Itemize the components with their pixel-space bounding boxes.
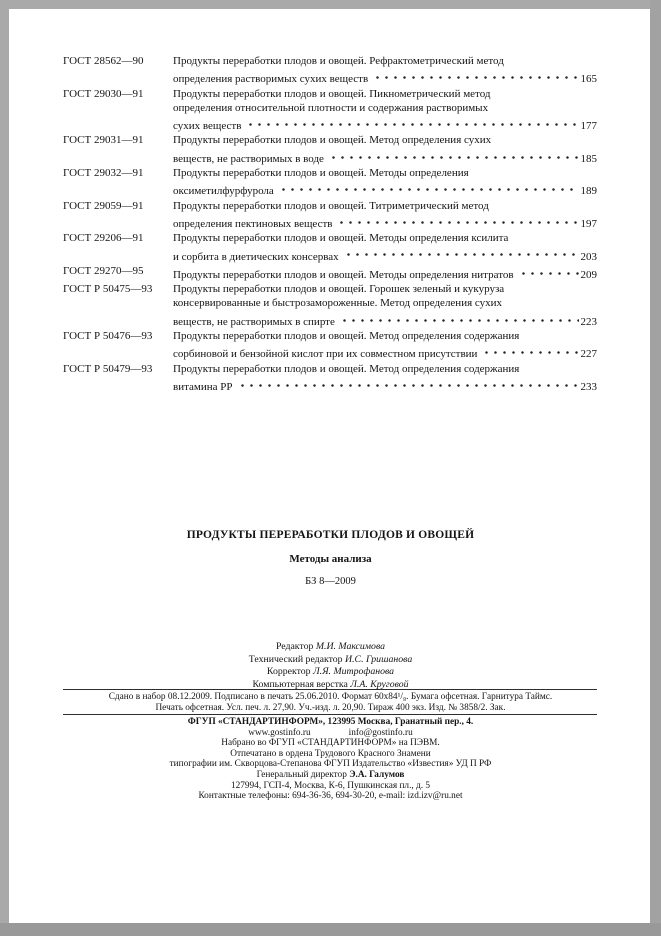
toc-description bbox=[173, 87, 597, 134]
dot-leader bbox=[482, 343, 578, 357]
page-number: 203 bbox=[580, 250, 597, 263]
book-subtitle: Методы анализа bbox=[289, 553, 372, 565]
publisher-block bbox=[0, 717, 661, 802]
dot-leader bbox=[340, 311, 579, 325]
credit-role: Редактор bbox=[275, 641, 314, 652]
toc-line: Продукты переработки плодов и овощей. Метод определения содержания bbox=[173, 362, 520, 375]
publisher-address: 127994, ГСП-4, Москва, К-6, Пушкинская пл., д. 5 bbox=[230, 780, 431, 791]
gost-number: ГОСТ 29030—91 bbox=[63, 87, 144, 100]
divider bbox=[63, 689, 597, 690]
dot-leader bbox=[373, 68, 578, 82]
publisher-org: ФГУП «СТАНДАРТИНФОРМ», 123995 Москва, Гранатный пер., 4. bbox=[187, 717, 474, 727]
toc-line: Продукты переработки плодов и овощей. Титриметрический метод bbox=[173, 199, 489, 212]
gost-number: ГОСТ Р 50476—93 bbox=[63, 329, 153, 342]
toc-entry bbox=[63, 329, 597, 362]
toc-line-text: определения пектиновых веществ bbox=[173, 217, 333, 230]
toc-line-last bbox=[173, 311, 597, 329]
dot-leader bbox=[337, 213, 578, 227]
toc-line: Продукты переработки плодов и овощей. Метод определения содержания bbox=[173, 329, 520, 342]
publisher-typeset: Набрано во ФГУП «СТАНДАРТИНФОРМ» на ПЭВМ. bbox=[221, 738, 440, 749]
dot-leader bbox=[519, 264, 579, 278]
imprint-line-1: Сдано в набор 08.12.2009. Подписано в печать 25.06.2010. Формат 60х84¹/₈. Бумага офсетная. Гарнитура Таймс. bbox=[108, 692, 553, 702]
toc-description bbox=[173, 231, 597, 264]
publisher-printed-2: типографии им. Скворцова-Степанова ФГУП Издательство «Известия» УД П РФ bbox=[169, 759, 492, 770]
gost-number: ГОСТ 29031—91 bbox=[63, 134, 144, 147]
toc-entry bbox=[63, 87, 597, 134]
page-number: 233 bbox=[580, 380, 597, 393]
toc-line: Продукты переработки плодов и овощей. Метод определения сухих bbox=[173, 134, 492, 147]
page-number: 197 bbox=[580, 217, 597, 230]
toc-line-last bbox=[173, 376, 597, 394]
toc-line-last bbox=[173, 180, 597, 198]
toc-entry bbox=[63, 133, 597, 166]
toc-description bbox=[173, 264, 597, 282]
toc-line-last bbox=[173, 115, 597, 133]
gost-number: ГОСТ 29206—91 bbox=[63, 232, 144, 245]
toc-line-last bbox=[173, 148, 597, 166]
dot-leader bbox=[246, 115, 578, 129]
toc-entry bbox=[63, 264, 597, 282]
page-number: 209 bbox=[580, 268, 597, 281]
page-number: 189 bbox=[580, 185, 597, 198]
bz-code: БЗ 8—2009 bbox=[305, 576, 356, 587]
toc-description bbox=[173, 329, 597, 362]
dot-leader bbox=[279, 180, 579, 194]
credit-name: И.С. Гришанова bbox=[345, 653, 413, 665]
toc-description bbox=[173, 362, 597, 395]
publisher-links-line bbox=[0, 728, 661, 739]
page-number: 185 bbox=[580, 152, 597, 165]
toc-line-text: оксиметилфурфурола bbox=[173, 185, 274, 198]
toc-description bbox=[173, 133, 597, 166]
toc-line: Продукты переработки плодов и овощей. Пикнометрический метод bbox=[173, 87, 491, 100]
toc-line: Продукты переработки плодов и овощей. Методы определения bbox=[173, 166, 469, 179]
toc-entry bbox=[63, 282, 597, 329]
imprint-line-2: Печать офсетная. Усл. печ. л. 27,90. Уч.-изд. л. 20,90. Тираж 400 экз. Изд. № 3858/2. Зак. bbox=[155, 702, 506, 713]
gost-number: ГОСТ 29059—91 bbox=[63, 199, 144, 212]
toc-line-text: Продукты переработки плодов и овощей. Методы определения нитратов bbox=[173, 268, 514, 281]
credit-name: М.И. Максимова bbox=[315, 641, 386, 652]
toc-description bbox=[173, 199, 597, 232]
table-of-contents bbox=[63, 54, 597, 394]
gost-number: ГОСТ Р 50479—93 bbox=[63, 362, 153, 375]
page-edge-bottom bbox=[0, 923, 661, 936]
dot-leader bbox=[238, 376, 579, 390]
website-text: www.gostinfo.ru bbox=[248, 727, 311, 738]
toc-line-text: и сорбита в диетических консервах bbox=[173, 250, 339, 263]
toc-line-text: сухих веществ bbox=[173, 120, 242, 133]
toc-line-last bbox=[173, 343, 597, 361]
credit-role: Компьютерная верстка bbox=[252, 678, 348, 690]
title-block bbox=[0, 529, 661, 587]
toc-description bbox=[173, 54, 597, 87]
director-name: Э.А. Галумов bbox=[349, 769, 405, 780]
toc-line-text: сорбиновой и бензойной кислот при их совместном присутствии bbox=[173, 348, 478, 361]
toc-entry bbox=[63, 199, 597, 232]
toc-line-text: витамина РР bbox=[173, 380, 233, 393]
toc-line-text: веществ, не растворимых в спирте bbox=[173, 315, 335, 328]
toc-line: Продукты переработки плодов и овощей. Горошек зеленый и кукуруза bbox=[173, 283, 505, 296]
publisher-contacts: Контактные телефоны: 694-36-36, 694-30-20, e-mail: izd.izv@ru.net bbox=[198, 791, 463, 802]
credits-block bbox=[0, 641, 661, 691]
toc-entry bbox=[63, 362, 597, 395]
imprint-block bbox=[0, 692, 661, 714]
toc-line-last bbox=[173, 213, 597, 231]
page-number: 165 bbox=[580, 73, 597, 86]
page-number: 177 bbox=[580, 120, 597, 133]
page-edge-top bbox=[0, 0, 661, 9]
divider bbox=[63, 714, 597, 715]
toc-line: Продукты переработки плодов и овощей. Методы определения ксилита bbox=[173, 232, 509, 245]
publisher-director-line bbox=[0, 770, 661, 781]
toc-entry bbox=[63, 231, 597, 264]
gost-number: ГОСТ Р 50475—93 bbox=[63, 283, 153, 296]
toc-line-last bbox=[173, 68, 597, 86]
toc-line: определения относительной плотности и содержания растворимых bbox=[173, 101, 489, 114]
toc-description bbox=[173, 282, 597, 329]
credit-role: Технический редактор bbox=[248, 653, 343, 665]
toc-entry bbox=[63, 166, 597, 199]
page-number: 223 bbox=[580, 315, 597, 328]
director-role: Генеральный директор bbox=[256, 769, 347, 780]
credit-line bbox=[0, 654, 661, 667]
book-title: ПРОДУКТЫ ПЕРЕРАБОТКИ ПЛОДОВ И ОВОЩЕЙ bbox=[186, 529, 475, 541]
credit-line bbox=[0, 666, 661, 679]
dot-leader bbox=[344, 245, 579, 259]
toc-entry bbox=[63, 54, 597, 87]
toc-line: консервированные и быстрозамороженные. Метод определения сухих bbox=[173, 297, 503, 310]
gost-number: ГОСТ 29032—91 bbox=[63, 166, 144, 179]
email-text: info@gostinfo.ru bbox=[348, 727, 413, 738]
credit-line bbox=[0, 641, 661, 654]
toc-line-last bbox=[173, 245, 597, 263]
dot-leader bbox=[329, 148, 579, 162]
toc-description bbox=[173, 166, 597, 199]
credit-name: Л.Я. Митрофанова bbox=[313, 666, 395, 678]
credit-role: Корректор bbox=[266, 666, 311, 678]
publisher-printed-1: Отпечатано в ордена Трудового Красного Знамени bbox=[230, 748, 431, 759]
toc-line-text: определения растворимых сухих веществ bbox=[173, 73, 369, 86]
page-number: 227 bbox=[580, 348, 597, 361]
gost-number: ГОСТ 29270—95 bbox=[63, 264, 144, 277]
credit-name: Л.А. Круговой bbox=[350, 678, 409, 690]
gost-number: ГОСТ 28562—90 bbox=[63, 55, 144, 67]
toc-line-text: веществ, не растворимых в воде bbox=[173, 152, 324, 165]
toc-line-last bbox=[173, 264, 597, 282]
toc-line: Продукты переработки плодов и овощей. Рефрактометрический метод bbox=[173, 55, 504, 67]
